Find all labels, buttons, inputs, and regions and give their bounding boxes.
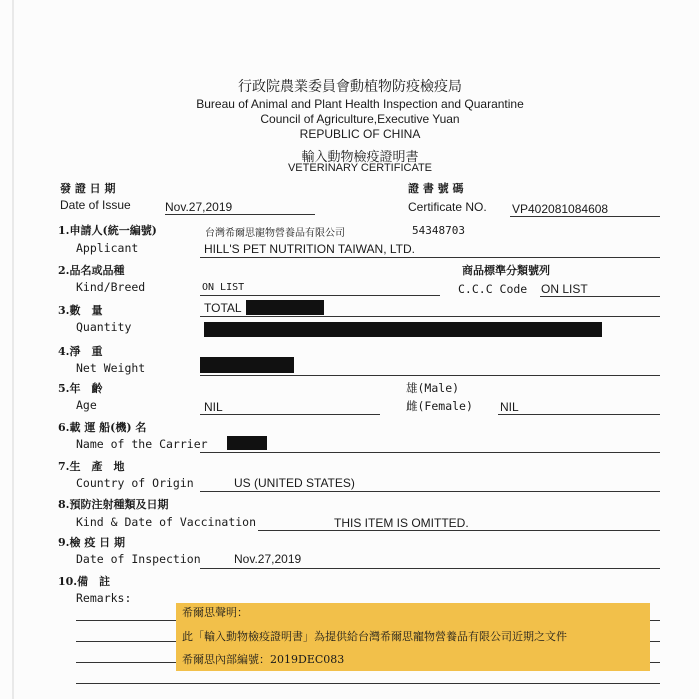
certificate-title-zh: 輸入動物檢疫證明書 [301,150,419,165]
age-underline [200,414,380,415]
ccc-label-zh: 商品標準分類號列 [462,264,550,277]
agency-title-en: Bureau of Animal and Plant Health Inspection and Quarantine [196,97,524,111]
country-name: REPUBLIC OF CHINA [299,127,421,141]
page-edge [12,0,14,699]
carrier-redaction [227,436,267,450]
inspection-underline [200,568,660,569]
vaccination-underline [258,530,660,531]
issue-label-zh: 發 證 日 期 [60,182,116,195]
vaccination-value: THIS ITEM IS OMITTED. [334,516,469,530]
applicant-value-en: HILL'S PET NUTRITION TAIWAN, LTD. [204,242,415,256]
inspection-label-en: Date of Inspection [76,552,201,566]
certificate-label-zh: 證 書 號 碼 [408,182,464,195]
issue-date-value: Nov.27,2019 [165,200,233,214]
net-weight-label-zh: 4.淨 重 [58,345,103,358]
hills-statement-body: 此「輸入動物檢疫證明書」為提供給台灣希爾思寵物營養品有限公司近期之文件 [182,630,567,643]
origin-label-en: Country of Origin [76,476,194,490]
origin-value: US (UNITED STATES) [234,476,355,490]
kind-label-zh: 2.品名或品種 [58,264,125,277]
agency-title-zh: 行政院農業委員會動植物防疫檢疫局 [238,79,462,95]
issue-date-underline [165,214,315,215]
applicant-value-zh: 台灣希爾思寵物營養品有限公司 [205,228,345,239]
age-value: NIL [204,400,223,414]
quantity-value: TOTAL [204,301,242,315]
ccc-label-en: C.C.C Code [458,282,528,296]
vaccination-label-zh: 8.預防注射種類及日期 [58,498,169,511]
net-weight-label-en: Net Weight [76,361,146,375]
female-label: 雌(Female) [406,399,473,413]
applicant-label-zh: 1.申請人(統一編號) [58,224,157,237]
female-value: NIL [500,400,519,414]
council-name: Council of Agriculture,Executive Yuan [260,112,460,126]
hills-statement-title: 希爾思聲明： [182,606,248,619]
ccc-underline [540,296,660,297]
age-label-en: Age [76,398,97,412]
kind-underline [200,295,440,296]
applicant-id-value: 54348703 [412,224,465,237]
certificate-label-en: Certificate NO. [408,200,487,214]
certificate-number-value: VP402081084608 [512,202,609,216]
kind-value: ON LIST [202,282,245,293]
inspection-label-zh: 9.檢 疫 日 期 [58,536,125,549]
applicant-underline [200,257,660,258]
issue-label-en: Date of Issue [60,198,131,212]
quantity-label-en: Quantity [76,320,132,334]
kind-label-en: Kind/Breed [76,280,146,294]
age-label-zh: 5.年 齡 [58,382,103,395]
carrier-underline [200,452,660,453]
vaccination-label-en: Kind & Date of Vaccination [76,515,257,529]
remarks-label-en: Remarks: [76,591,132,605]
carrier-label-en: Name of the Carrier [76,437,208,451]
quantity-underline [200,316,660,317]
quantity-detail-redaction [204,322,602,337]
remarks-label-zh: 10.備 註 [58,575,111,588]
origin-label-zh: 7.生 產 地 [58,460,125,473]
quantity-redaction [246,300,324,315]
applicant-label-en: Applicant [76,241,139,255]
female-underline [498,414,660,415]
net-weight-underline [200,375,660,376]
hills-internal-number: 希爾思內部編號：2019DEC083 [182,653,345,666]
remarks-line-4 [76,683,660,684]
male-label: 雄(Male) [406,381,460,395]
inspection-value: Nov.27,2019 [234,552,302,566]
carrier-label-zh: 6.載 運 船(機) 名 [58,421,147,434]
ccc-value: ON LIST [541,282,588,296]
origin-underline [200,491,660,492]
quantity-label-zh: 3.數 量 [58,304,103,317]
net-weight-redaction [200,357,294,373]
certificate-number-underline [510,216,660,217]
certificate-title-en: VETERINARY CERTIFICATE [287,162,433,174]
